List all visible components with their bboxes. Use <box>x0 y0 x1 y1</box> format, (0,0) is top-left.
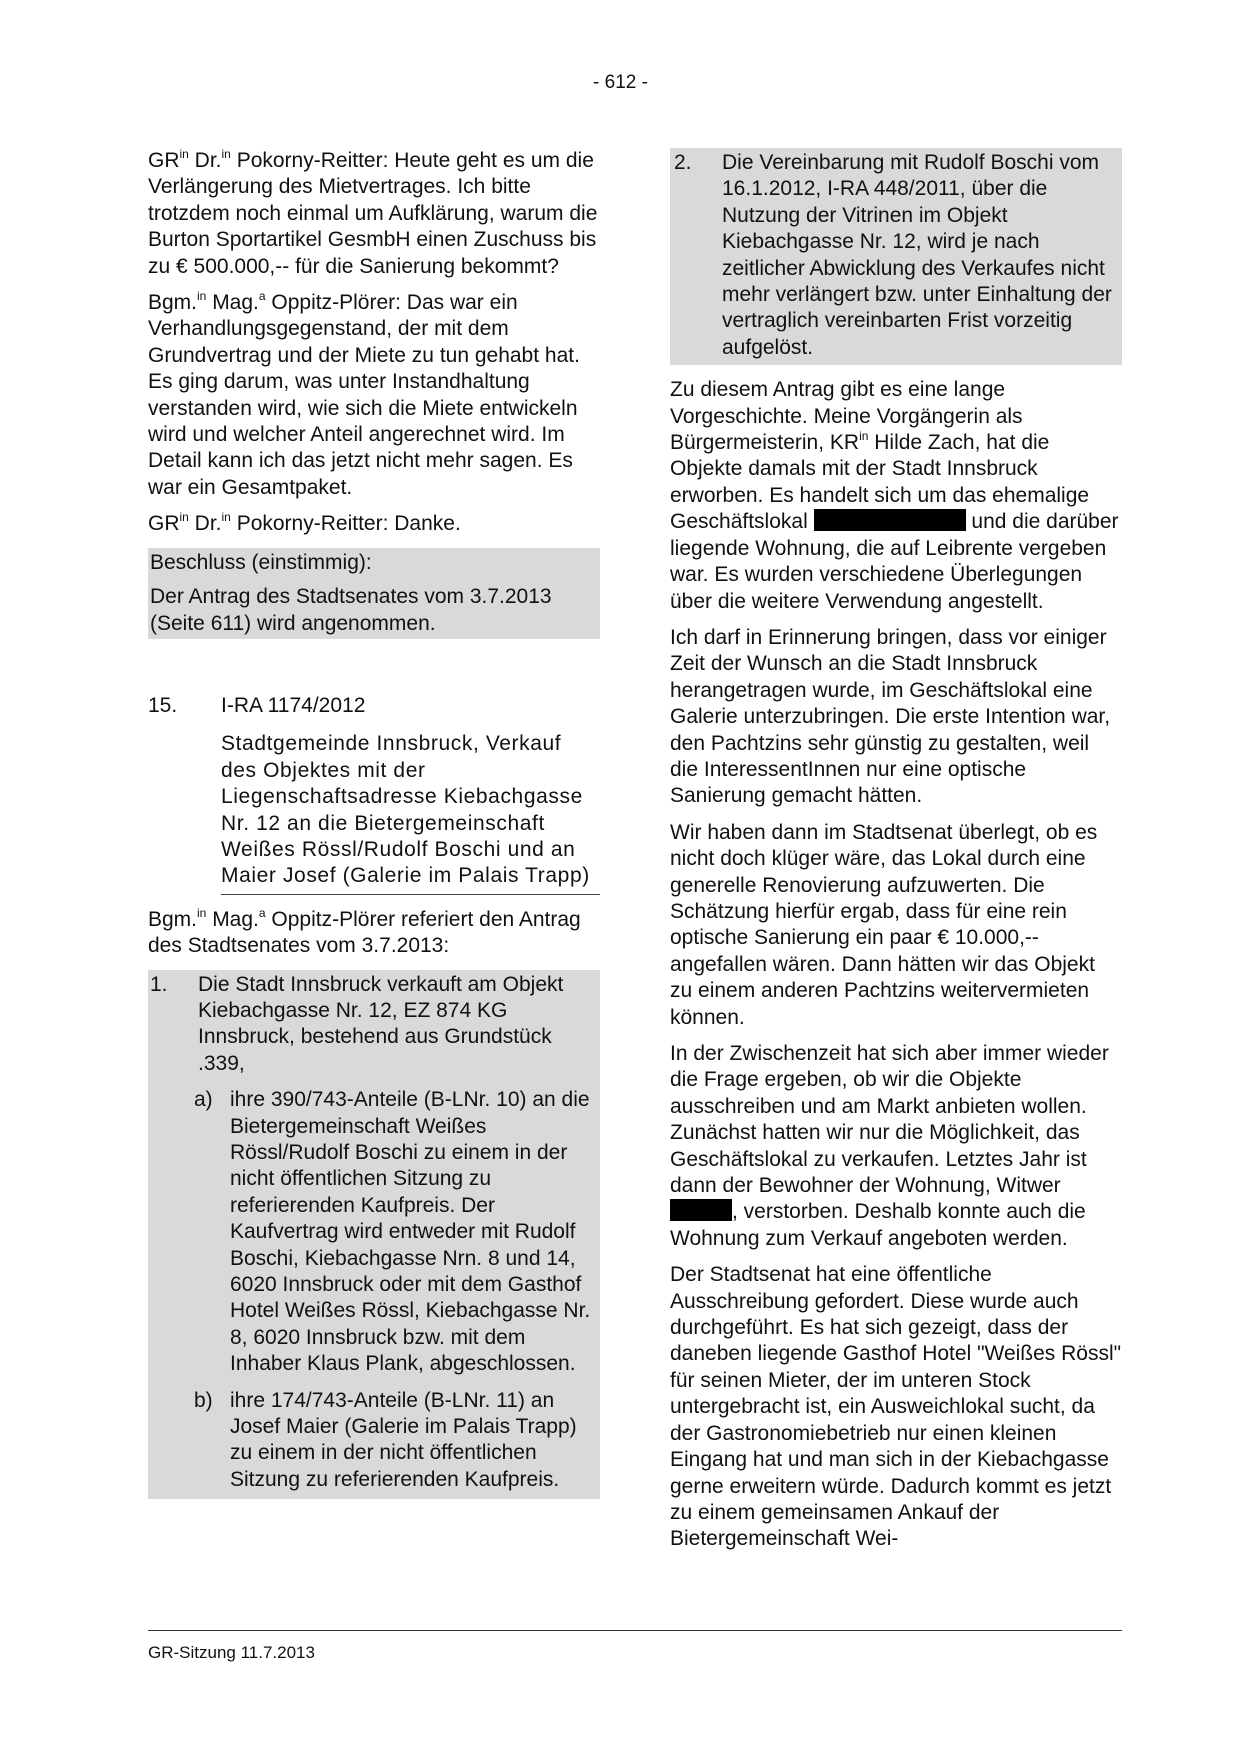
footer-text: GR-Sitzung 11.7.2013 <box>148 1643 315 1662</box>
subitem-label: a) <box>194 1088 213 1112</box>
subitem-text: ihre 390/743-Anteile (B-LNr. 10) an die Bietergemeinschaft Weißes Rössl/Rudolf Boschi zu einem in der nicht öffentlichen Sitzung zu referierenden Kaufpreis. Der Kaufvertrag wird entweder mit Rudolf Boschi, Kiebachgasse Nrn. 8 und 14, 6020 Innsbruck oder mit dem Gasthof Hotel Weißes Rössl, Kiebachgasse Nr. 8, 6020 Innsbruck bzw. mit dem Inhaber Klaus Plank, abgeschlossen. <box>230 1088 591 1376</box>
redaction-bar <box>670 1199 732 1221</box>
speech-paragraph: Der Stadtsenat hat eine öffentliche Ausschreibung gefordert. Diese wurde auch durchgeführt. Es hat sich gezeigt, dass der daneben liegende Gasthof Hotel "Weißes Rössl" für seinen Mieter, der im unteren Stock untergebracht ist, ein Ausweichlokal sucht, da der Gastronomiebetrieb nur einen kleinen Eingang hat und man sich in der Kiebachgasse gerne erweitern würde. Dadurch kommt es jetzt zu einem gemeinsamen Ankauf der Bietergemeinschaft Wei- <box>670 1263 1122 1551</box>
speech-paragraph: Zu diesem Antrag gibt es eine lange Vorgeschichte. Meine Vorgängerin als Bürgermeisterin, $KR^{in}$ Hilde Zach, hat die Objekte damals mit der Stadt Innsbruck erworben. Es handelt sich um das ehemalige Geschäftslokal und die darüber liegende Wohnung, die auf Leibrente vergeben war. Es wurden verschiedene Überlegungen über die weitere Verwendung angestellt. <box>670 378 1119 613</box>
agenda-item-number: 15. <box>148 693 178 717</box>
speech-paragraph: $GR^{in}$ Dr.$^{in}$ Pokorny-Reitter: Danke. <box>148 510 461 536</box>
speech-paragraph: In der Zwischenzeit hat sich aber immer wieder die Frage ergeben, ob wir die Objekte ausschreiben und am Markt anbieten wollen. Zunächst hatten wir nur die Möglichkeit, das Geschäftslokal zu verkaufen. Letztes Jahr ist dann der Bewohner der Wohnung, Witwer , verstorben. Deshalb konnte auch die Wohnung zum Verkauf angeboten werden. <box>670 1042 1109 1250</box>
right-column <box>670 148 1122 1563</box>
footer-divider <box>148 1630 1122 1631</box>
decision-label: Beschluss (einstimmig): <box>150 550 372 574</box>
decision-text: Der Antrag des Stadtsenates vom 3.7.2013 (Seite 611) wird angenommen. <box>150 585 552 635</box>
speech-paragraph: Bgm.$^{in}$ Mag.$^a$ Oppitz-Plörer referiert den Antrag des Stadtsenates vom 3.7.2013: <box>148 905 581 958</box>
motion-number: 2. <box>674 151 692 174</box>
decision-box <box>148 548 600 639</box>
agenda-item-ref: I-RA 1174/2012 <box>221 693 366 717</box>
subitem-text: ihre 174/743-Anteile (B-LNr. 11) an Josef Maier (Galerie im Palais Trapp) zu einem in der nicht öffentlichen Sitzung zu referierenden Kaufpreis. <box>230 1388 577 1491</box>
redaction-bar <box>814 509 966 531</box>
motion-box-1 <box>148 970 600 1500</box>
speech-paragraph: $GR^{in}$ Dr.$^{in}$ Pokorny-Reitter: Heute geht es um die Verlängerung des Mietvertrages. Ich bitte trotzdem noch einmal um Aufklärung, warum die Burton Sportartikel GesmbH einen Zuschuss bis zu € 500.000,-- für die Sanierung bekommt? <box>148 147 598 278</box>
speech-paragraph: Ich darf in Erinnerung bringen, dass vor einiger Zeit der Wunsch an die Stadt Innsbruck herangetragen wurde, im Geschäftslokal eine Galerie unterzubringen. Die erste Intention war, den Pachtzins sehr günstig zu gestalten, weil die InteressentInnen nur eine optische Sanierung gemacht hätten. <box>670 625 1111 808</box>
motion-number: 1. <box>150 972 168 996</box>
motion-subitem-b <box>194 1388 594 1494</box>
motion-subitem-a <box>194 1087 594 1377</box>
motion-text: Die Stadt Innsbruck verkauft am Objekt Kiebachgasse Nr. 12, EZ 874 KG Innsbruck, bestehend aus Grundstück .339, <box>198 972 564 1075</box>
motion-item-2 <box>672 150 1116 361</box>
subitem-label: b) <box>194 1388 213 1412</box>
page-number: - 612 - <box>593 72 648 93</box>
motion-box-2 <box>670 148 1122 365</box>
motion-item-1 <box>148 972 594 1078</box>
agenda-item-title: Stadtgemeinde Innsbruck, Verkauf des Objektes mit der Liegenschaftsadresse Kiebachgasse Nr. 12 an die Bietergemeinschaft Weißes Rössl/Rudolf Boschi und an Maier Josef (Galerie im Palais Trapp) <box>221 731 600 894</box>
speech-paragraph: Wir haben dann im Stadtsenat überlegt, ob es nicht doch klüger wäre, das Lokal durch eine generelle Renovierung aufzuwerten. Die Schätzung hierfür ergab, dass für eine rein optische Sanierung ein paar € 10.000,-- angefallen wären. Dann hätten wir das Objekt zu einem anderen Pachtzins weitervermieten können. <box>670 820 1098 1029</box>
speech-paragraph: Bgm.$^{in}$ Mag.$^a$ Oppitz-Plörer: Das war ein Verhandlungsgegenstand, der mit dem Grundvertrag und der Miete zu tun gehabt hat. Es ging darum, was unter Instandhaltung verstanden wird, wie sich die Miete entwickeln wird und welcher Anteil angerechnet wird. Im Detail kann ich das jetzt nicht mehr sagen. Es war ein Gesamtpaket. <box>148 289 580 499</box>
left-column <box>148 148 600 1499</box>
motion-text: Die Vereinbarung mit Rudolf Boschi vom 16.1.2012, I-RA 448/2011, über die Nutzung der Vitrinen im Objekt Kiebachgasse Nr. 12, wird je nach zeitlicher Abwicklung des Verkaufes nicht mehr verlängert bzw. unter Einhaltung der vertraglich vereinbarten Frist vorzeitig aufgelöst. <box>722 151 1112 359</box>
agenda-item-header <box>148 693 600 719</box>
